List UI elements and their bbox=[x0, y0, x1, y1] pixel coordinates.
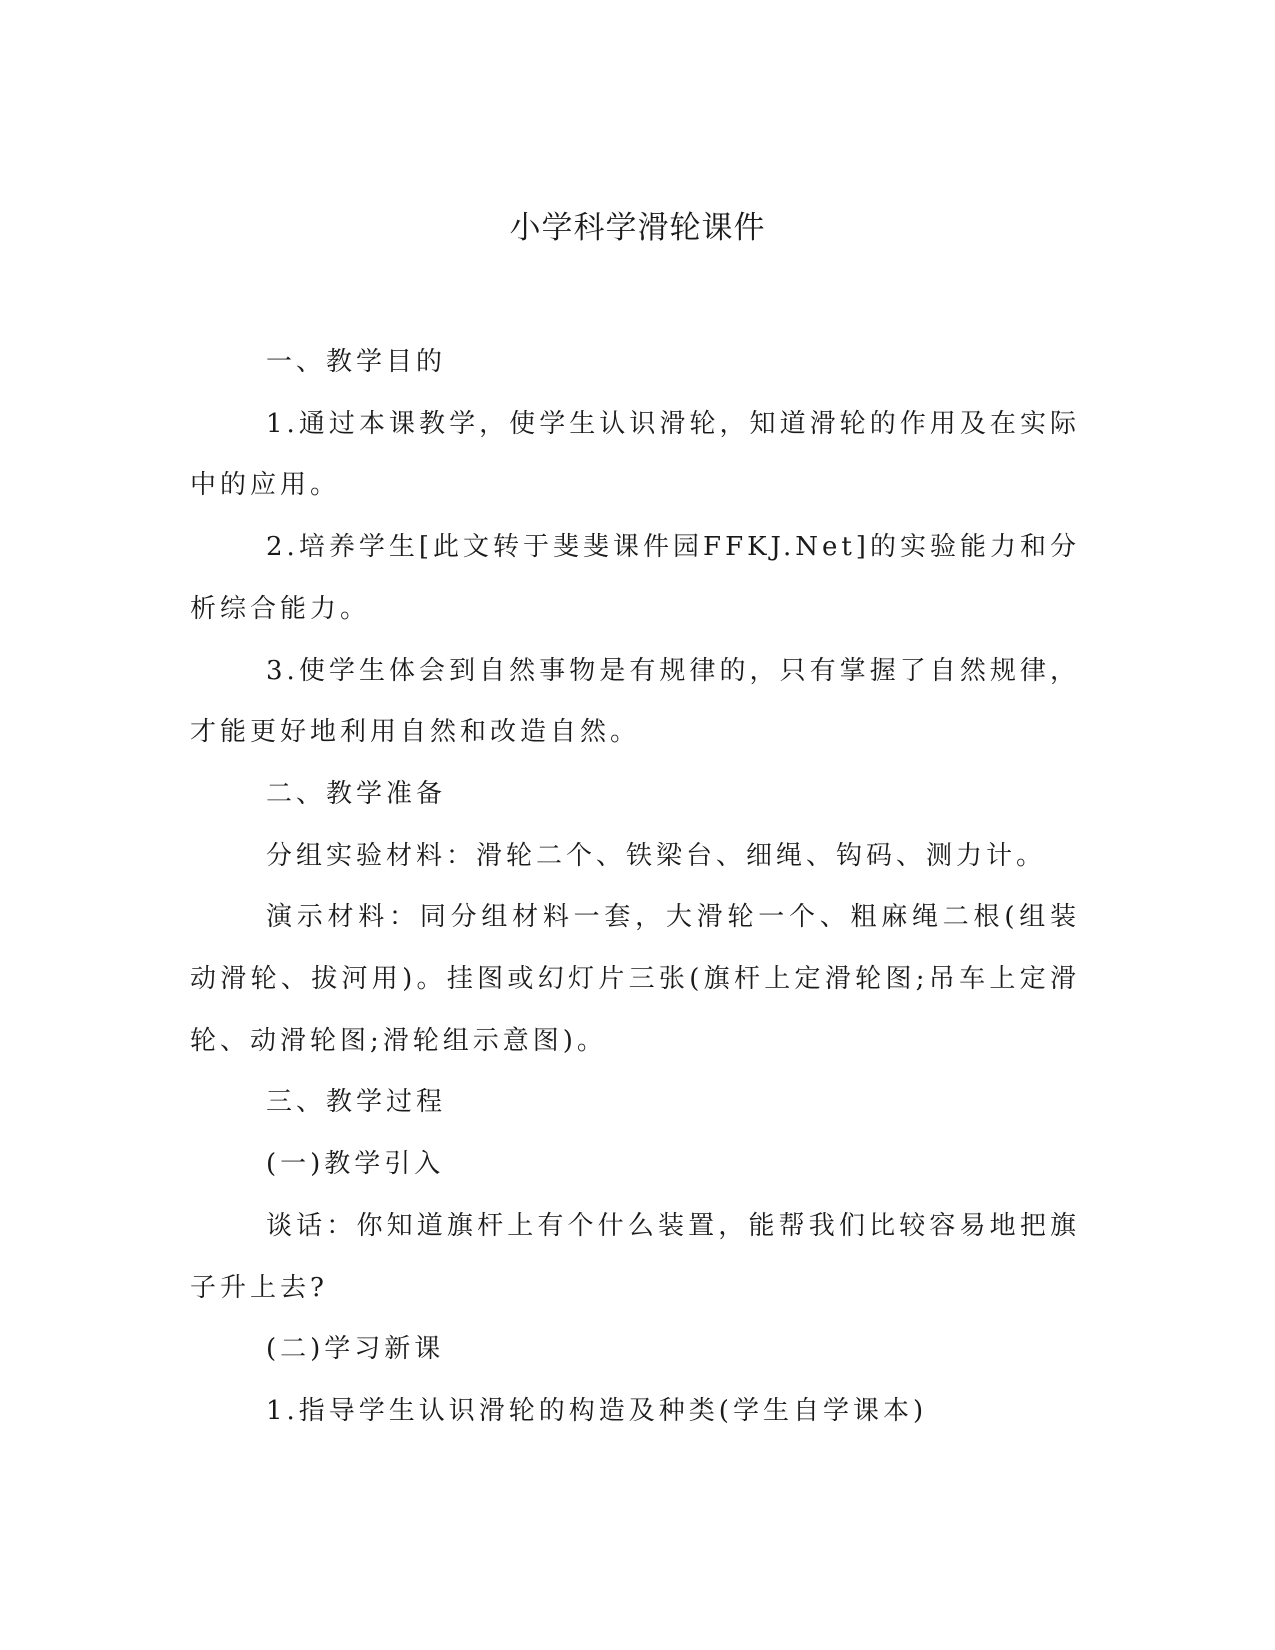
group-materials: 分组实验材料：滑轮二个、铁梁台、细绳、钩码、测力计。 bbox=[266, 840, 1047, 871]
objective-item-1: 1.通过本课教学，使学生认识滑轮，知道滑轮的作用及在实际中的应用。 bbox=[190, 408, 1080, 501]
section-heading-process: 三、教学过程 bbox=[266, 1087, 447, 1118]
subsection-introduction: (一)教学引入 bbox=[266, 1149, 445, 1180]
document-title: 小学科学滑轮课件 bbox=[509, 210, 766, 246]
new-lesson-step-1: 1.指导学生认识滑轮的构造及种类(学生自学课本) bbox=[266, 1395, 928, 1426]
section-heading-objectives: 一、教学目的 bbox=[266, 347, 447, 377]
demo-materials: 演示材料：同分组材料一套，大滑轮一个、粗麻绳二根(组装动滑轮、拔河用)。挂图或幻灯片三张(旗杆上定滑轮图;吊车上定滑轮、动滑轮图;滑轮组示意图)。 bbox=[190, 902, 1080, 1056]
introduction-talk: 谈话：你知道旗杆上有个什么装置，能帮我们比较容易地把旗子升上去? bbox=[190, 1210, 1080, 1303]
section-heading-preparation: 二、教学准备 bbox=[266, 778, 447, 809]
objective-item-2: 2.培养学生[此文转于斐斐课件园FFKJ.Net]的实验能力和分析综合能力。 bbox=[190, 532, 1080, 624]
document-body bbox=[190, 332, 1080, 1443]
subsection-new-lesson: (二)学习新课 bbox=[266, 1334, 445, 1365]
objective-item-3: 3.使学生体会到自然事物是有规律的，只有掌握了自然规律，才能更好地利用自然和改造自然。 bbox=[190, 655, 1080, 748]
